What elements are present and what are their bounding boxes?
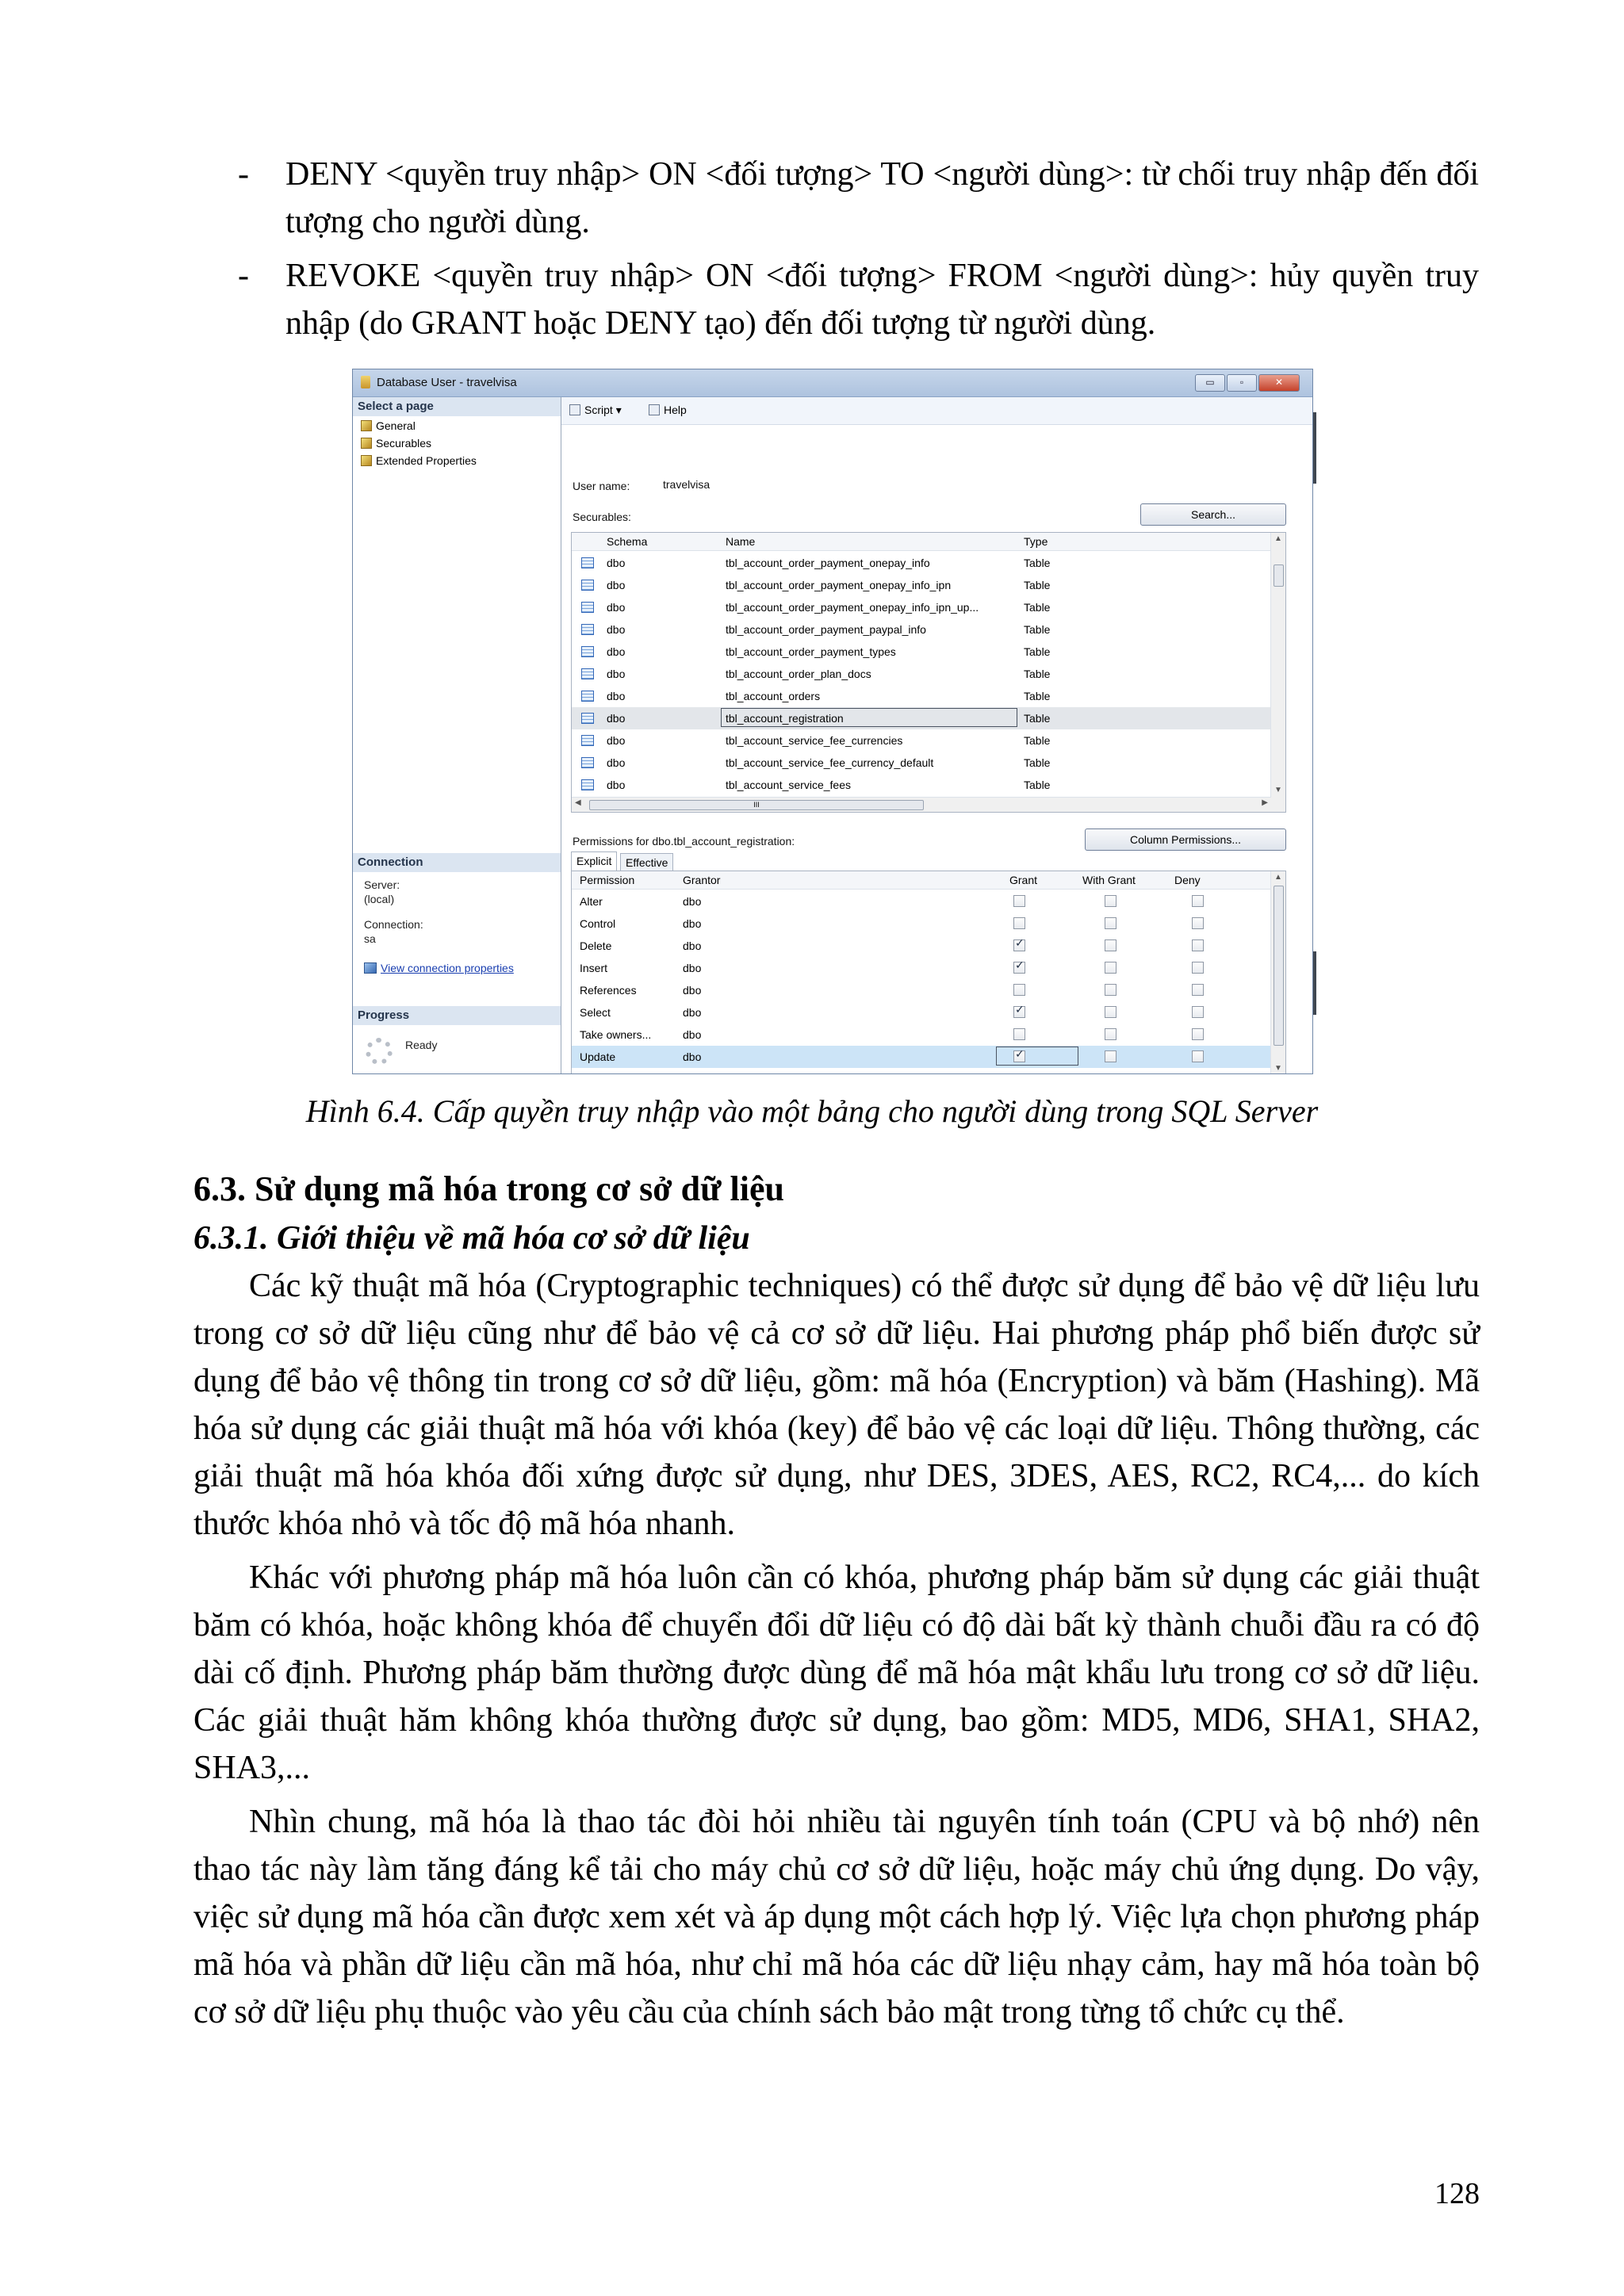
page-extended-properties-label: Extended Properties xyxy=(376,454,477,467)
connection-properties-icon xyxy=(364,962,377,974)
permission-grantor: dbo xyxy=(683,1028,702,1041)
column-permissions-button[interactable]: Column Permissions... xyxy=(1085,828,1286,851)
search-button[interactable]: Search... xyxy=(1140,503,1286,526)
securable-schema: dbo xyxy=(607,779,626,791)
window-title: Database User - travelvisa xyxy=(377,376,517,389)
page-securables[interactable] xyxy=(361,435,431,451)
view-connection-properties-link[interactable] xyxy=(364,962,514,974)
deny-checkbox[interactable] xyxy=(1192,1028,1204,1040)
securable-row[interactable] xyxy=(572,574,1271,596)
server-label: Server: xyxy=(364,878,400,891)
securable-schema: dbo xyxy=(607,557,626,569)
bullet-revoke xyxy=(238,252,1479,347)
securables-grid[interactable] xyxy=(571,532,1286,813)
permissions-label: Permissions for dbo.tbl_account_registration: xyxy=(573,835,795,848)
scroll-up-arrow-icon[interactable]: ▲ xyxy=(1274,873,1282,882)
help-button[interactable] xyxy=(649,404,687,416)
securable-row[interactable] xyxy=(572,774,1271,796)
securable-row[interactable] xyxy=(572,707,1271,729)
securable-schema: dbo xyxy=(607,690,626,702)
connection-header: Connection xyxy=(353,853,561,872)
user-name-value[interactable]: travelvisa xyxy=(663,478,710,491)
scroll-down-arrow-icon[interactable]: ▼ xyxy=(1274,1064,1282,1073)
securable-name: tbl_account_registration xyxy=(726,712,844,725)
securable-type: Table xyxy=(1024,668,1051,680)
bullet-deny xyxy=(238,151,1479,246)
scroll-thumb[interactable] xyxy=(1274,886,1284,1046)
securable-name: tbl_account_service_fee_currencies xyxy=(726,734,903,747)
permission-name: Alter xyxy=(580,895,603,908)
securables-grid-header xyxy=(572,533,1271,551)
grant-checkbox[interactable] xyxy=(1013,895,1025,907)
securable-schema: dbo xyxy=(607,756,626,769)
with-grant-checkbox[interactable] xyxy=(1105,984,1116,996)
page-general[interactable] xyxy=(361,418,416,434)
script-button[interactable] xyxy=(569,404,622,417)
securable-type: Table xyxy=(1024,623,1051,636)
grant-checkbox[interactable] xyxy=(1013,1006,1025,1018)
server-value: (local) xyxy=(364,893,395,905)
securable-type: Table xyxy=(1024,779,1051,791)
securable-row[interactable] xyxy=(572,552,1271,574)
table-icon xyxy=(581,757,594,768)
page-extended-properties[interactable] xyxy=(361,453,477,469)
progress-header: Progress xyxy=(353,1006,561,1025)
table-icon xyxy=(581,735,594,746)
permission-row[interactable] xyxy=(572,1046,1271,1068)
selected-cell-outline xyxy=(996,1047,1078,1066)
securable-name: tbl_account_service_fees xyxy=(726,779,851,791)
securable-schema: dbo xyxy=(607,734,626,747)
with-grant-checkbox[interactable] xyxy=(1105,962,1116,974)
page-securables-label: Securables xyxy=(376,437,432,450)
securable-type: Table xyxy=(1024,734,1051,747)
col-name[interactable]: Name xyxy=(726,535,756,548)
right-pane xyxy=(561,397,1312,1073)
help-icon xyxy=(649,404,660,415)
section-heading: 6.3. Sử dụng mã hóa trong cơ sở dữ liệu xyxy=(193,1169,784,1208)
bullet-dash: - xyxy=(238,258,249,294)
permission-row[interactable] xyxy=(572,935,1271,957)
with-grant-checkbox[interactable] xyxy=(1105,1028,1116,1040)
securable-type: Table xyxy=(1024,756,1051,769)
window-titlebar xyxy=(353,369,1312,397)
permission-name: Delete xyxy=(580,939,612,952)
deny-checkbox[interactable] xyxy=(1192,962,1204,974)
grant-checkbox[interactable] xyxy=(1013,1050,1025,1062)
with-grant-checkbox[interactable] xyxy=(1105,917,1116,929)
permission-grantor: dbo xyxy=(683,939,702,952)
page-icon xyxy=(361,420,372,431)
paragraph-2: Khác với phương pháp mã hóa luôn cần có khóa, phương pháp băm sử dụng các giải thuật băm có khóa, hoặc không khóa để chuyển đổi dữ liệu có độ dài bất kỳ thành chuỗi đầu ra có độ dài cố định. Phương pháp băm thường được dùng để mã hóa mật khẩu lưu trong cơ sở dữ liệu. Các giải thuật hăm không khóa thường được sử dụng, bao gồm: MD5, MD6, SHA1, SHA2, SHA3,... xyxy=(193,1559,1480,1786)
connection-label: Connection: xyxy=(364,918,423,931)
deny-checkbox[interactable] xyxy=(1192,939,1204,951)
table-icon xyxy=(581,691,594,702)
table-icon xyxy=(581,646,594,657)
progress-spinner-icon xyxy=(366,1038,393,1065)
bullet-revoke-text: REVOKE <quyền truy nhập> ON <đối tượng> FROM <người dùng>: hủy quyền truy nhập (do GRANT hoặc DENY tạo) đến đối tượng từ người dùng. xyxy=(285,258,1479,342)
script-icon xyxy=(569,404,580,415)
select-page-header: Select a page xyxy=(353,397,561,416)
left-pane xyxy=(353,397,561,1073)
sql-server-screenshot xyxy=(352,369,1313,1074)
securable-row[interactable] xyxy=(572,663,1271,685)
col-permission[interactable]: Permission xyxy=(580,874,635,886)
permissions-grid-header xyxy=(572,871,1271,890)
table-icon xyxy=(581,580,594,591)
permission-row[interactable] xyxy=(572,957,1271,979)
tab-effective[interactable]: Effective xyxy=(620,853,673,872)
help-label: Help xyxy=(664,404,687,416)
with-grant-checkbox[interactable] xyxy=(1105,1050,1116,1062)
user-name-label: User name: xyxy=(573,480,630,492)
with-grant-checkbox[interactable] xyxy=(1105,1006,1116,1018)
progress-status: Ready xyxy=(405,1039,438,1051)
scroll-right-arrow-icon[interactable]: ▶ xyxy=(1262,798,1268,807)
securable-schema: dbo xyxy=(607,712,626,725)
securable-type: Table xyxy=(1024,601,1051,614)
paragraph-1: Các kỹ thuật mã hóa (Cryptographic techniques) có thể được sử dụng để bảo vệ dữ liệu lưu trong cơ sở dữ liệu cũng như để bảo vệ cả cơ sở dữ liệu. Hai phương pháp phổ biến được sử dụng để bảo vệ thông tin trong cơ sở dữ liệu, gồm: mã hóa (Encryption) và băm (Hashing). Mã hóa sử dụng các giải thuật mã hóa với khóa (key) để bảo vệ các loại dữ liệu. Thông thường, các giải thuật mã hóa khóa đối xứng được sử dụng, như DES, 3DES, AES, RC2, RC4,... do kích thước khóa nhỏ và tốc độ mã hóa nhanh. xyxy=(193,1268,1480,1542)
connection-value: sa xyxy=(364,932,376,945)
table-icon xyxy=(581,602,594,613)
securable-row[interactable] xyxy=(572,596,1271,618)
scroll-down-arrow-icon[interactable]: ▼ xyxy=(1274,786,1282,794)
permission-row[interactable] xyxy=(572,1001,1271,1024)
grant-checkbox[interactable] xyxy=(1013,984,1025,996)
permission-name: Update xyxy=(580,1050,616,1063)
permission-row[interactable] xyxy=(572,913,1271,935)
permission-name: Select xyxy=(580,1006,611,1019)
securable-schema: dbo xyxy=(607,601,626,614)
dropdown-arrow-icon[interactable]: ▾ xyxy=(615,404,622,416)
bullet-deny-text: DENY <quyền truy nhập> ON <đối tượng> TO <người dùng>: từ chối truy nhập đến đối tượng cho người dùng. xyxy=(285,156,1479,240)
col-grant[interactable]: Grant xyxy=(1009,874,1038,886)
securables-label: Securables: xyxy=(573,511,631,523)
tab-explicit[interactable]: Explicit xyxy=(571,851,617,871)
securable-schema: dbo xyxy=(607,668,626,680)
securable-name: tbl_account_order_payment_onepay_info_ipn_up... xyxy=(726,601,979,614)
deny-checkbox[interactable] xyxy=(1192,984,1204,996)
toolbar xyxy=(561,397,1312,425)
securable-name: tbl_account_order_payment_paypal_info xyxy=(726,623,926,636)
paragraph-3: Nhìn chung, mã hóa là thao tác đòi hỏi nhiều tài nguyên tính toán (CPU và bộ nhớ) nên thao tác này làm tăng đáng kể tải cho máy chủ cơ sở dữ liệu, hoặc máy chủ ứng dụng. Do vậy, việc sử dụng mã hóa cần được xem xét và áp dụng một cách hợp lý. Việc lựa chọn phương pháp mã hóa và phần dữ liệu cần mã hóa, như chỉ mã hóa các dữ liệu nhạy cảm, hay mã hóa toàn bộ cơ sở dữ liệu phụ thuộc vào yêu cầu của chính sách bảo mật trong từng tổ chức cụ thể. xyxy=(193,1804,1480,2030)
permission-grantor: dbo xyxy=(683,1050,702,1063)
securables-horizontal-scrollbar[interactable] xyxy=(572,797,1271,812)
securable-schema: dbo xyxy=(607,579,626,591)
database-icon xyxy=(361,376,370,388)
securable-row[interactable] xyxy=(572,752,1271,774)
securable-type: Table xyxy=(1024,712,1051,725)
script-label: Script xyxy=(584,404,613,416)
table-icon xyxy=(581,779,594,790)
col-with-grant[interactable]: With Grant xyxy=(1082,874,1136,886)
table-icon xyxy=(581,668,594,679)
with-grant-checkbox[interactable] xyxy=(1105,895,1116,907)
permission-grantor: dbo xyxy=(683,962,702,974)
deny-checkbox[interactable] xyxy=(1192,1050,1204,1062)
securable-name: tbl_account_order_payment_types xyxy=(726,645,896,658)
scroll-thumb[interactable]: III xyxy=(589,800,924,810)
securable-row[interactable] xyxy=(572,641,1271,663)
table-icon xyxy=(581,624,594,635)
col-schema[interactable]: Schema xyxy=(607,535,648,548)
permission-name: Control xyxy=(580,917,616,930)
securable-row[interactable] xyxy=(572,729,1271,752)
permission-row[interactable] xyxy=(572,890,1271,913)
securable-schema: dbo xyxy=(607,645,626,658)
securable-type: Table xyxy=(1024,645,1051,658)
securable-type: Table xyxy=(1024,690,1051,702)
minimize-button[interactable]: ▭ xyxy=(1195,374,1225,392)
permissions-vertical-scrollbar[interactable] xyxy=(1270,871,1285,1074)
securable-name: tbl_account_service_fee_currency_default xyxy=(726,756,934,769)
maximize-button[interactable]: ▫ xyxy=(1227,374,1257,392)
securable-type: Table xyxy=(1024,579,1051,591)
permission-grantor: dbo xyxy=(683,1006,702,1019)
col-type[interactable]: Type xyxy=(1024,535,1048,548)
securable-row[interactable] xyxy=(572,618,1271,641)
permission-grantor: dbo xyxy=(683,917,702,930)
securable-name: tbl_account_order_plan_docs xyxy=(726,668,871,680)
permissions-grid[interactable] xyxy=(571,871,1286,1074)
deny-checkbox[interactable] xyxy=(1192,917,1204,929)
page-number: 128 xyxy=(1434,2177,1480,2210)
grant-checkbox[interactable] xyxy=(1013,1028,1025,1040)
scroll-left-arrow-icon[interactable]: ◀ xyxy=(575,798,581,807)
with-grant-checkbox[interactable] xyxy=(1105,939,1116,951)
permission-name: Take owners... xyxy=(580,1028,652,1041)
table-icon xyxy=(581,713,594,724)
scroll-up-arrow-icon[interactable]: ▲ xyxy=(1274,534,1282,543)
grant-checkbox[interactable] xyxy=(1013,917,1025,929)
permission-name: Insert xyxy=(580,962,608,974)
securable-schema: dbo xyxy=(607,623,626,636)
view-connection-properties-label: View connection properties xyxy=(381,962,514,974)
window-edge-shadow xyxy=(1313,951,1316,1015)
page-general-label: General xyxy=(376,419,416,432)
subsection-heading: 6.3.1. Giới thiệu về mã hóa cơ sở dữ liệu xyxy=(193,1220,750,1257)
page-icon xyxy=(361,438,372,449)
deny-checkbox[interactable] xyxy=(1192,1006,1204,1018)
securable-name: tbl_account_order_payment_onepay_info xyxy=(726,557,930,569)
close-button[interactable]: ✕ xyxy=(1258,374,1300,392)
window-edge-shadow xyxy=(1313,412,1316,484)
securable-name: tbl_account_orders xyxy=(726,690,821,702)
permission-row[interactable] xyxy=(572,1024,1271,1046)
deny-checkbox[interactable] xyxy=(1192,895,1204,907)
permission-name: References xyxy=(580,984,637,997)
grant-checkbox[interactable] xyxy=(1013,962,1025,974)
securable-type: Table xyxy=(1024,557,1051,569)
grant-checkbox[interactable] xyxy=(1013,939,1025,951)
col-deny[interactable]: Deny xyxy=(1174,874,1201,886)
bullet-dash: - xyxy=(238,156,249,193)
table-icon xyxy=(581,557,594,568)
figure-caption: Hình 6.4. Cấp quyền truy nhập vào một bảng cho người dùng trong SQL Server xyxy=(305,1093,1319,1129)
permission-row[interactable] xyxy=(572,979,1271,1001)
scroll-thumb[interactable] xyxy=(1274,564,1284,587)
permission-grantor: dbo xyxy=(683,984,702,997)
permission-grantor: dbo xyxy=(683,895,702,908)
securable-row[interactable] xyxy=(572,685,1271,707)
page-icon xyxy=(361,455,372,466)
securables-vertical-scrollbar[interactable] xyxy=(1270,533,1285,812)
securable-name: tbl_account_order_payment_onepay_info_ipn xyxy=(726,579,952,591)
col-grantor[interactable]: Grantor xyxy=(683,874,721,886)
